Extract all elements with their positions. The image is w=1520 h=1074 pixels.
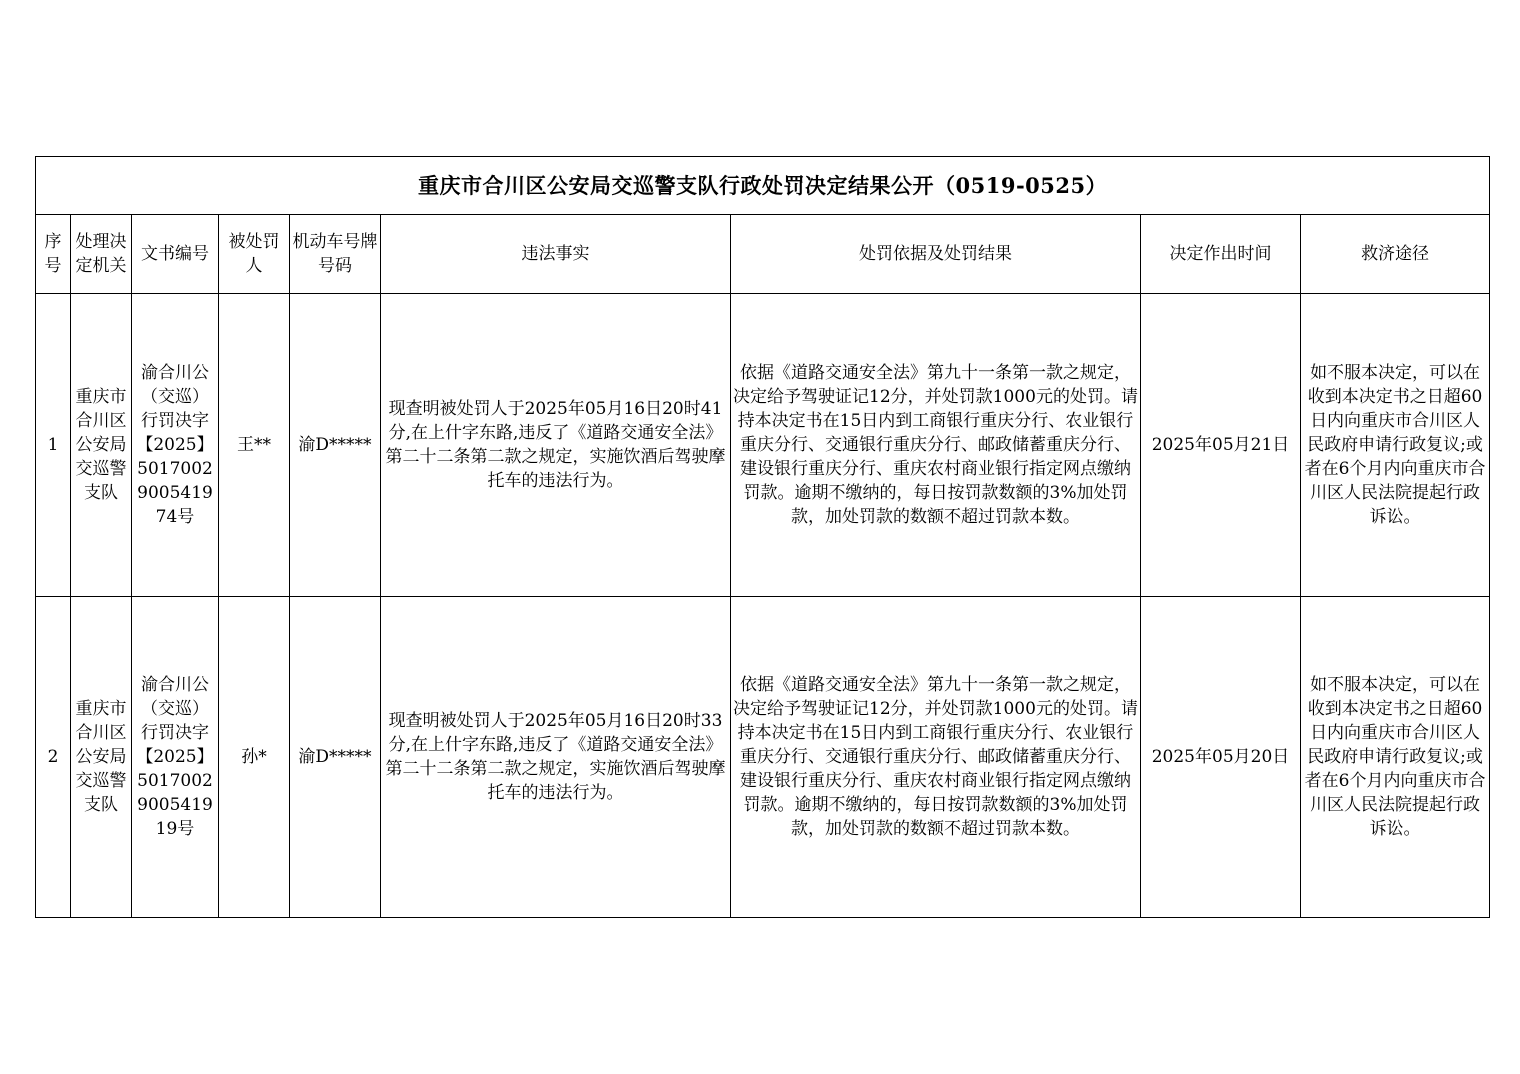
document-sheet	[35, 156, 1489, 918]
penalty-table	[35, 156, 1490, 918]
cell-person: 孙*	[219, 597, 290, 918]
cell-agency: 重庆市合川区公安局交巡警支队	[71, 597, 132, 918]
cell-basis: 依据《道路交通安全法》第九十一条第一款之规定，决定给予驾驶证记12分，并处罚款1000元的处罚。请持本决定书在15日内到工商银行重庆分行、农业银行重庆分行、交通银行重庆分行、邮政储蓄重庆分行、建设银行重庆分行、重庆农村商业银行指定网点缴纳罚款。逾期不缴纳的，每日按罚款数额的3%加处罚款，加处罚款的数额不超过罚款本数。	[731, 294, 1141, 597]
header-row	[36, 215, 1490, 294]
header-person: 被处罚人	[219, 215, 290, 294]
table-row	[36, 294, 1490, 597]
header-plate: 机动车号牌号码	[290, 215, 381, 294]
cell-date: 2025年05月20日	[1141, 597, 1301, 918]
cell-date: 2025年05月21日	[1141, 294, 1301, 597]
header-facts: 违法事实	[381, 215, 731, 294]
header-date: 决定作出时间	[1141, 215, 1301, 294]
header-doc-no: 文书编号	[132, 215, 219, 294]
cell-facts: 现查明被处罚人于2025年05月16日20时41分,在上什字东路,违反了《道路交通安全法》第二十二条第二款之规定，实施饮酒后驾驶摩托车的违法行为。	[381, 294, 731, 597]
cell-facts: 现查明被处罚人于2025年05月16日20时33分,在上什字东路,违反了《道路交通安全法》第二十二条第二款之规定，实施饮酒后驾驶摩托车的违法行为。	[381, 597, 731, 918]
title-row	[36, 157, 1490, 215]
table-row	[36, 597, 1490, 918]
cell-agency: 重庆市合川区公安局交巡警支队	[71, 294, 132, 597]
cell-plate: 渝D*****	[290, 294, 381, 597]
header-agency: 处理决定机关	[71, 215, 132, 294]
cell-person: 王**	[219, 294, 290, 597]
cell-seq: 1	[36, 294, 71, 597]
header-remedy: 救济途径	[1301, 215, 1490, 294]
header-seq: 序号	[36, 215, 71, 294]
cell-remedy: 如不服本决定，可以在收到本决定书之日超60日内向重庆市合川区人民政府申请行政复议;或者在6个月内向重庆市合川区人民法院提起行政诉讼。	[1301, 597, 1490, 918]
cell-remedy: 如不服本决定，可以在收到本决定书之日超60日内向重庆市合川区人民政府申请行政复议;或者在6个月内向重庆市合川区人民法院提起行政诉讼。	[1301, 294, 1490, 597]
header-basis: 处罚依据及处罚结果	[731, 215, 1141, 294]
cell-doc-no: 渝合川公（交巡）行罚决字【2025】5017002900541919号	[132, 597, 219, 918]
cell-plate: 渝D*****	[290, 597, 381, 918]
cell-seq: 2	[36, 597, 71, 918]
cell-basis: 依据《道路交通安全法》第九十一条第一款之规定，决定给予驾驶证记12分，并处罚款1000元的处罚。请持本决定书在15日内到工商银行重庆分行、农业银行重庆分行、交通银行重庆分行、邮政储蓄重庆分行、建设银行重庆分行、重庆农村商业银行指定网点缴纳罚款。逾期不缴纳的，每日按罚款数额的3%加处罚款，加处罚款的数额不超过罚款本数。	[731, 597, 1141, 918]
cell-doc-no: 渝合川公（交巡）行罚决字【2025】5017002900541974号	[132, 294, 219, 597]
page-title: 重庆市合川区公安局交巡警支队行政处罚决定结果公开（0519-0525）	[36, 157, 1490, 215]
